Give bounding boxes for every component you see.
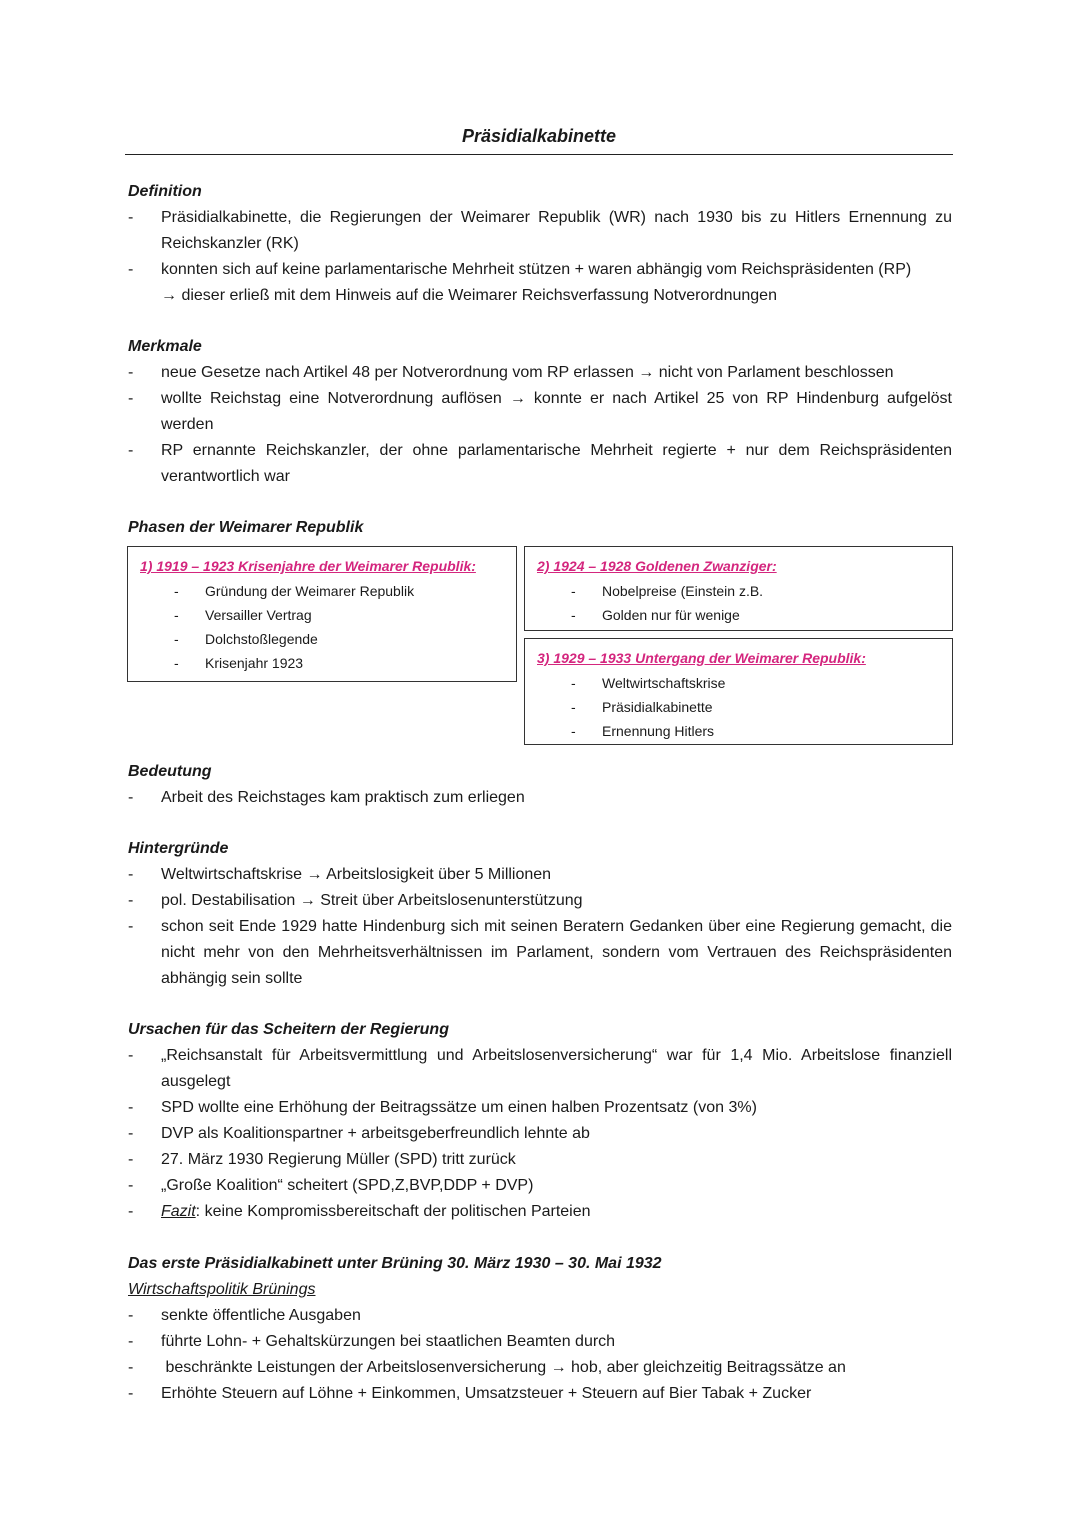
phase-item: - Nobelpreise (Einstein z.B. <box>525 579 952 603</box>
list-item: - schon seit Ende 1929 hatte Hindenburg sich mit seinen Beratern Gedanken über eine Regierung gemacht, die nicht mehr von den Mehrheitsverhältnissen im Parlament, sondern vom Vertrauen des Reichspräsidenten abhängig sein sollte <box>128 914 952 992</box>
section-hintergruende <box>128 836 952 992</box>
phase-item: - Krisenjahr 1923 <box>128 651 516 675</box>
list-item: - DVP als Koalitionspartner + arbeitsgeberfreundlich lehnte ab <box>128 1121 952 1147</box>
list-item: - 27. März 1930 Regierung Müller (SPD) tritt zurück <box>128 1147 952 1173</box>
heading-ursachen: Ursachen für das Scheitern der Regierung <box>128 1021 449 1038</box>
fazit-label: Fazit <box>161 1203 196 1220</box>
fazit-text: : keine Kompromissbereitschaft der politischen Parteien <box>195 1203 591 1220</box>
phase-item: - Gründung der Weimarer Republik <box>128 579 516 603</box>
list-item: - pol. Destabilisation → Streit über Arbeitslosenunterstützung <box>128 888 952 914</box>
phase-title: 3) 1929 – 1933 Untergang der Weimarer Republik: <box>537 650 866 666</box>
section-merkmale <box>128 334 952 490</box>
list-item: - „Reichsanstalt für Arbeitsvermittlung und Arbeitslosenversicherung“ war für 1,4 Mio. Arbeitslose finanziell ausgelegt <box>128 1043 952 1095</box>
heading-bedeutung: Bedeutung <box>128 763 212 780</box>
heading-phasen: Phasen der Weimarer Republik <box>128 519 364 536</box>
list-item: - Arbeit des Reichstages kam praktisch zum erliegen <box>128 785 952 811</box>
section-phasen <box>128 515 952 541</box>
phase-item: - Präsidialkabinette <box>525 695 952 719</box>
list-item: - Weltwirtschaftskrise → Arbeitslosigkeit über 5 Millionen <box>128 862 952 888</box>
phase-item: - Golden nur für wenige <box>525 603 952 627</box>
heading-hintergruende: Hintergründe <box>128 840 229 857</box>
phase-box-3 <box>524 638 953 745</box>
phase-box-1 <box>127 546 517 682</box>
section-bedeutung <box>128 759 952 811</box>
list-item: - „Große Koalition“ scheitert (SPD,Z,BVP,DDP + DVP) <box>128 1173 952 1199</box>
list-item-fazit <box>128 1199 952 1225</box>
list-item: - neue Gesetze nach Artikel 48 per Notverordnung vom RP erlassen → nicht von Parlament beschlossen <box>128 360 952 386</box>
section-ursachen <box>128 1017 952 1225</box>
list-item: - beschränkte Leistungen der Arbeitslosenversicherung → hob, aber gleichzeitig Beitragssätze an <box>128 1355 952 1381</box>
phase-item: - Versailler Vertrag <box>128 603 516 627</box>
phase-item: - Ernennung Hitlers <box>525 719 952 743</box>
phase-title: 2) 1924 – 1928 Goldenen Zwanziger: <box>537 558 777 574</box>
phase-title: 1) 1919 – 1923 Krisenjahre der Weimarer Republik: <box>140 558 476 574</box>
list-item: - SPD wollte eine Erhöhung der Beitragssätze um einen halben Prozentsatz (von 3%) <box>128 1095 952 1121</box>
list-item: - senkte öffentliche Ausgaben <box>128 1303 952 1329</box>
heading-merkmale: Merkmale <box>128 338 202 355</box>
list-item: - Erhöhte Steuern auf Löhne + Einkommen, Umsatzsteuer + Steuern auf Bier Tabak + Zucker <box>128 1381 952 1407</box>
section-definition <box>128 179 952 309</box>
phase-item: - Dolchstoßlegende <box>128 627 516 651</box>
phase-box-2 <box>524 546 953 631</box>
list-item: - wollte Reichstag eine Notverordnung auflösen → konnte er nach Artikel 25 von RP Hindenburg aufgelöst werden <box>128 386 952 438</box>
list-item-continuation: → dieser erließ mit dem Hinweis auf die Weimarer Reichsverfassung Notverordnungen <box>161 287 777 304</box>
subheading-wirtschaftspolitik: Wirtschaftspolitik Brünings <box>128 1281 316 1298</box>
heading-definition: Definition <box>128 183 202 200</box>
list-item: - RP ernannte Reichskanzler, der ohne parlamentarische Mehrheit regierte + nur dem Reichspräsidenten verantwortlich war <box>128 438 952 490</box>
page-title: Präsidialkabinette <box>461 126 617 146</box>
section-bruening <box>128 1251 952 1407</box>
list-item: - führte Lohn- + Gehaltskürzungen bei staatlichen Beamten durch <box>128 1329 952 1355</box>
list-item: - konnten sich auf keine parlamentarische Mehrheit stützen + waren abhängig vom Reichspräsidenten (RP) <box>128 257 952 283</box>
phase-item: - Weltwirtschaftskrise <box>525 671 952 695</box>
title-rule <box>125 154 953 155</box>
heading-bruening: Das erste Präsidialkabinett unter Brüning 30. März 1930 – 30. Mai 1932 <box>128 1255 662 1272</box>
list-item: - Präsidialkabinette, die Regierungen der Weimarer Republik (WR) nach 1930 bis zu Hitlers Ernennung zu Reichskanzler (RK) <box>128 205 952 257</box>
